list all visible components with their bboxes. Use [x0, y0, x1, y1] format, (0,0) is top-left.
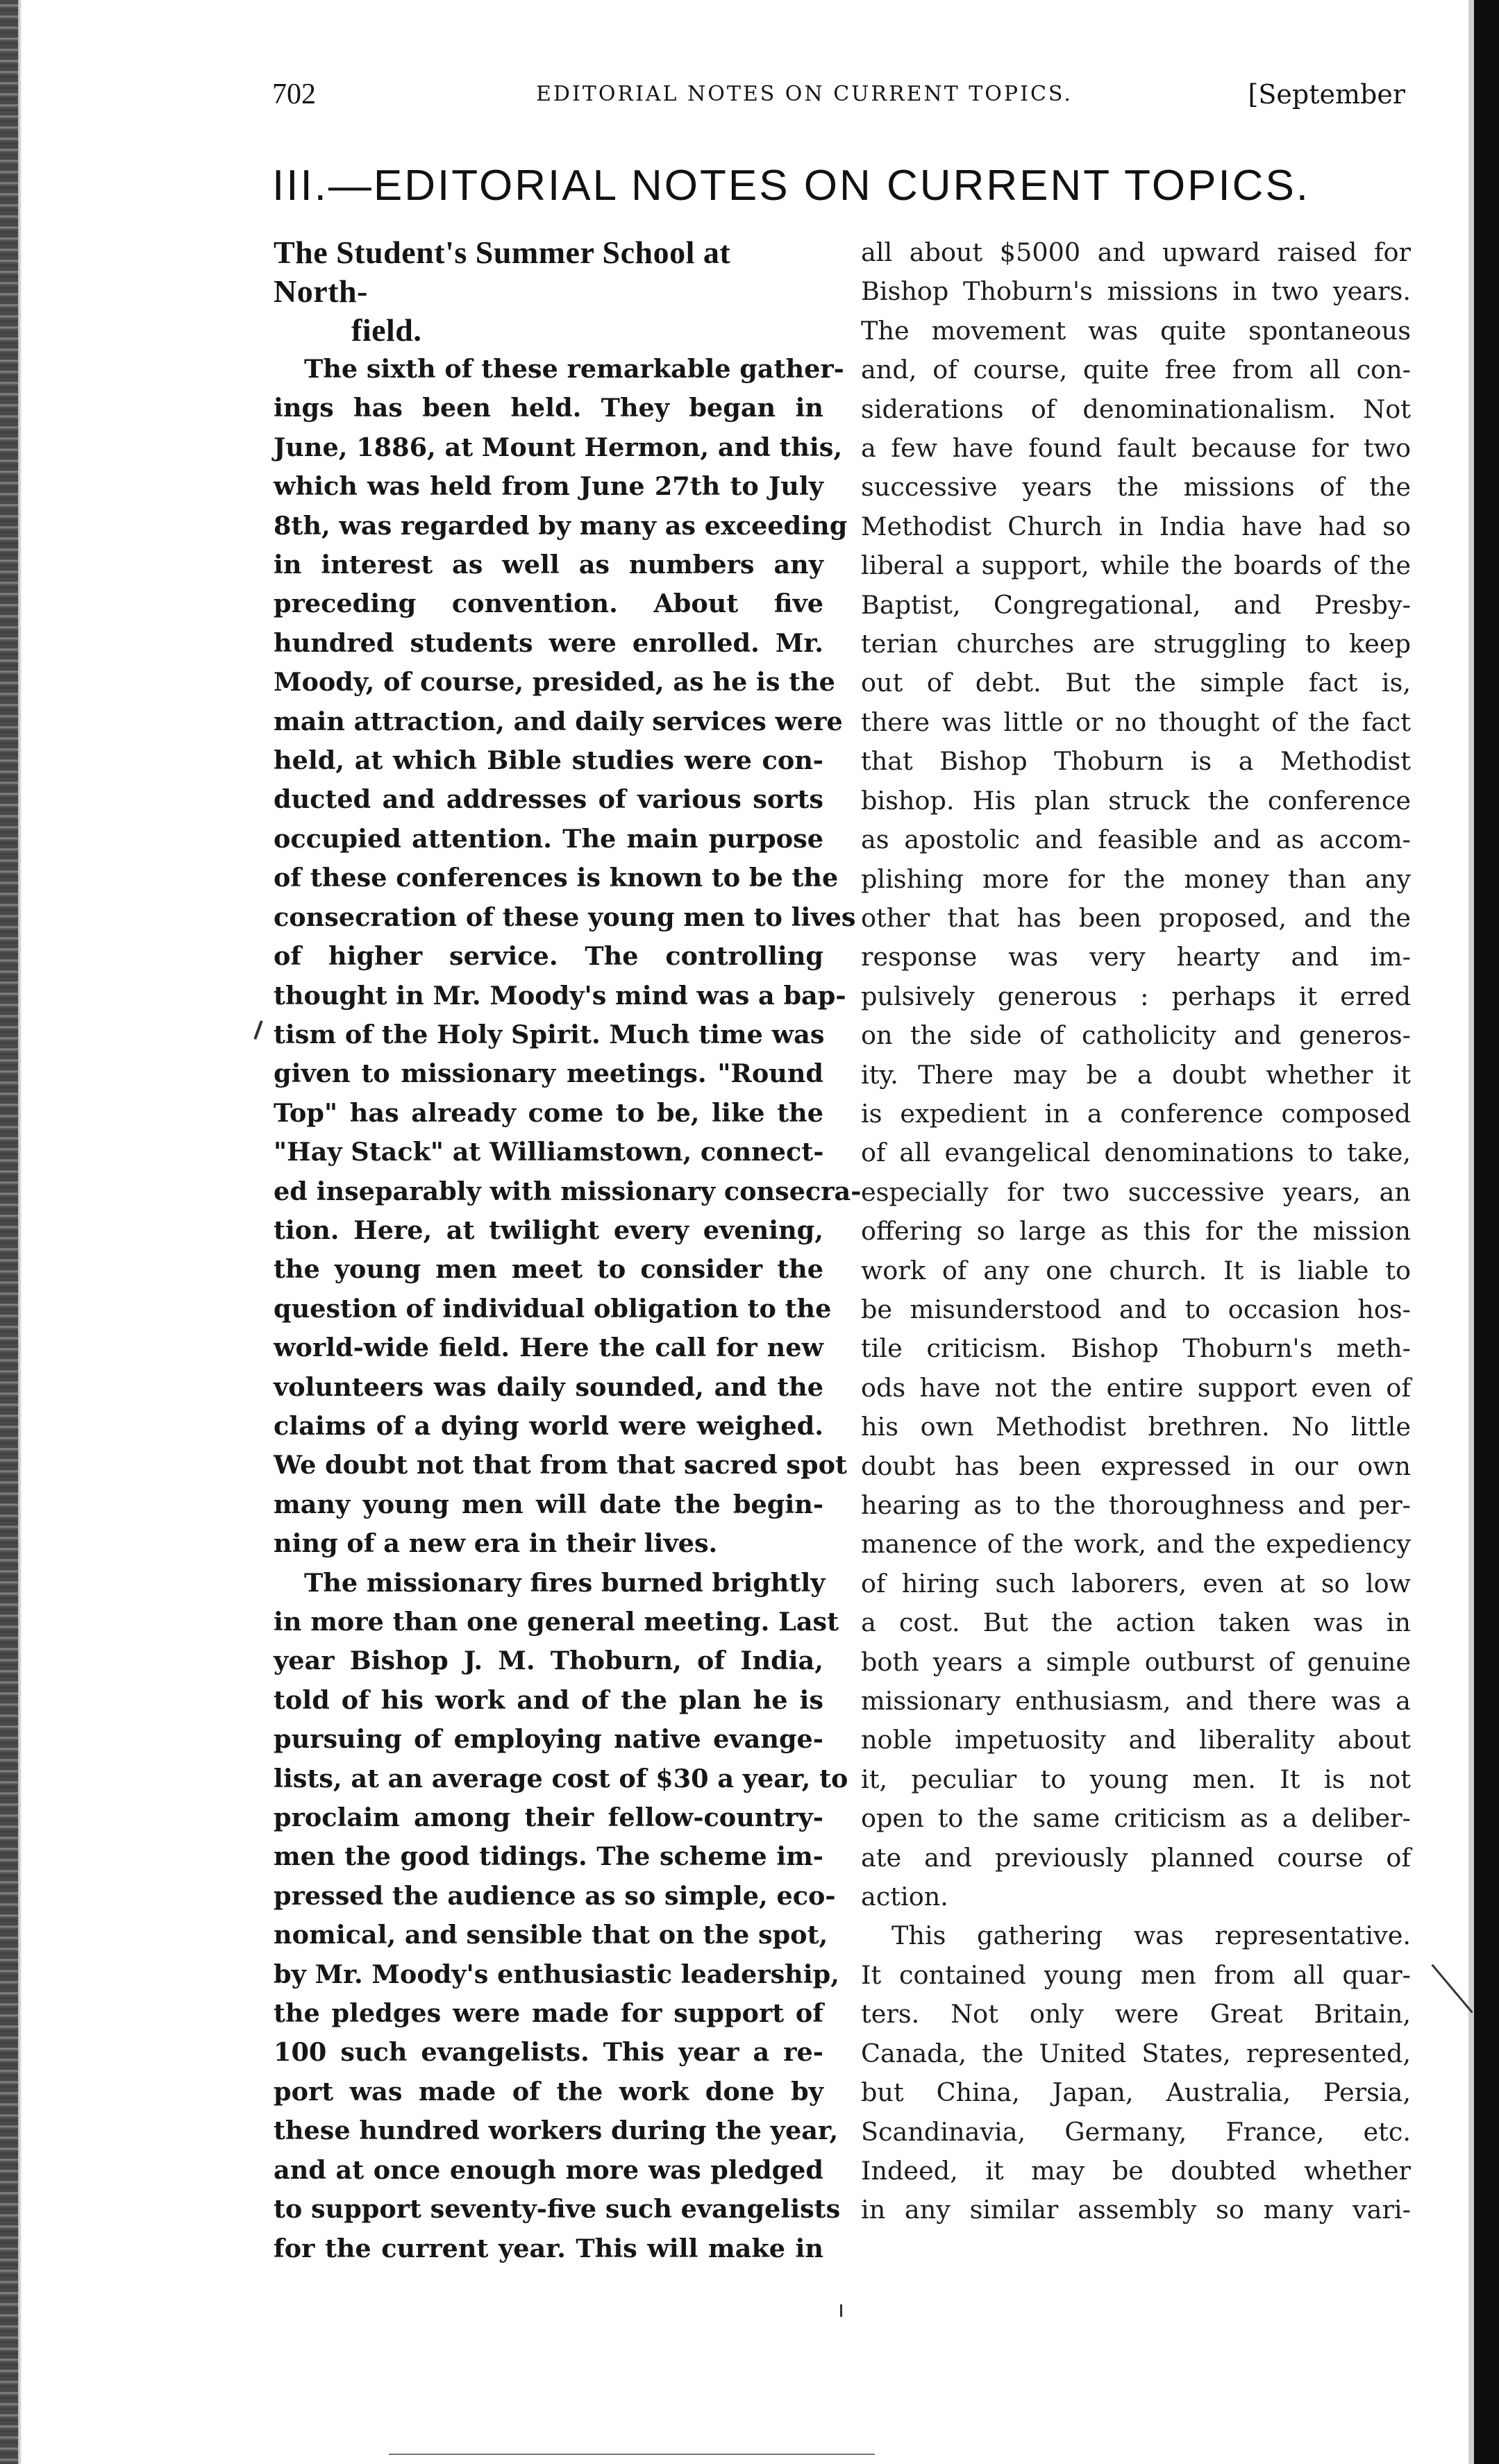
left-column: [274, 233, 862, 2268]
text-line: claims of a dying world were weighed.: [274, 1410, 823, 1441]
section-heading-line: The Student's Summer School at North-: [274, 235, 731, 309]
text-line: other that has been proposed, and the: [861, 902, 1411, 933]
section-heading-line: field.: [351, 312, 422, 348]
text-line: given to missionary meetings. "Round: [274, 1058, 823, 1089]
text-line: in interest as well as numbers any: [274, 550, 823, 580]
text-line: It contained young men from all quar-: [861, 1959, 1411, 1990]
text-line: out of debt. But the simple fact is,: [861, 668, 1411, 698]
scan-mark: [840, 2304, 842, 2317]
scan-mark: [389, 2454, 875, 2455]
text-line: that Bishop Thoburn is a Methodist: [861, 746, 1411, 777]
page-title: III.—EDITORIAL NOTES ON CURRENT TOPICS.: [272, 162, 1311, 210]
text-line: all about $5000 and upward raised for: [861, 237, 1411, 267]
text-line: pressed the audience as so simple, eco-: [274, 1880, 836, 1911]
text-line: The sixth of these remarkable gather-: [304, 354, 844, 384]
text-line: "Hay Stack" at Williamstown, connect-: [274, 1137, 824, 1167]
text-line: be misunderstood and to occasion hos-: [861, 1294, 1411, 1324]
paragraph: [861, 1916, 1411, 2229]
text-line: question of individual obligation to the: [274, 1293, 832, 1324]
text-line: terian churches are struggling to keep: [861, 629, 1411, 659]
text-line: pulsively generous : perhaps it erred: [861, 981, 1411, 1011]
text-line: doubt has been expressed in our own: [861, 1451, 1411, 1481]
text-line: consecration of these young men to lives: [274, 902, 856, 932]
text-line: there was little or no thought of the fact: [861, 707, 1411, 737]
text-line: Moody, of course, presided, as he is the: [274, 667, 835, 698]
section-heading: [274, 233, 823, 350]
paragraph: [274, 350, 862, 1564]
text-line: volunteers was daily sounded, and the: [274, 1372, 823, 1402]
text-line: these hundred workers during the year,: [274, 2116, 839, 2146]
text-line: ed inseparably with missionary consecra-: [274, 1176, 862, 1206]
right-column: [861, 233, 1411, 2230]
text-line: tism of the Holy Spirit. Much time was: [274, 1019, 825, 1049]
text-line: Methodist Church in India have had so: [861, 511, 1411, 541]
text-line: ate and previously planned course of: [861, 1842, 1411, 1873]
text-line: hearing as to the thoroughness and per-: [861, 1490, 1411, 1520]
text-line: liberal a support, while the boards of the: [861, 550, 1411, 581]
binding-edge: [0, 0, 18, 2464]
text-line: This gathering was representative.: [891, 1921, 1411, 1951]
text-line: action.: [861, 1882, 948, 1912]
text-line: Baptist, Congregational, and Presby-: [861, 589, 1411, 620]
text-line: of these conferences is known to be the: [274, 863, 839, 893]
text-line: noble impetuosity and liberality about: [861, 1725, 1411, 1755]
text-line: We doubt not that from that sacred spot: [274, 1450, 847, 1480]
paragraph: [274, 1564, 848, 2268]
text-line: hundred students were enrolled. Mr.: [274, 627, 823, 658]
text-line: tion. Here, at twilight every evening,: [274, 1215, 823, 1245]
text-line: Canada, the United States, represented,: [861, 2038, 1411, 2068]
text-line: tile criticism. Bishop Thoburn's meth-: [861, 1333, 1411, 1364]
text-line: world-wide field. Here the call for new: [274, 1333, 823, 1363]
text-line: and at once enough more was pledged: [274, 2154, 823, 2185]
scan-mark: [253, 1020, 262, 1040]
paragraph: [861, 233, 1411, 1916]
text-line: ings has been held. They began in: [274, 393, 823, 423]
text-line: in more than one general meeting. Last: [274, 1607, 839, 1637]
text-line: open to the same criticism as a deliber-: [861, 1803, 1411, 1834]
text-line: of hiring such laborers, even at so low: [861, 1568, 1411, 1598]
text-line: ning of a new era in their lives.: [274, 1528, 718, 1559]
text-line: ods have not the entire support even of: [861, 1372, 1411, 1403]
text-line: a cost. But the action taken was in: [861, 1607, 1411, 1638]
text-line: in any similar assembly so many vari-: [861, 2195, 1411, 2225]
text-line: offering so large as this for the mission: [861, 1216, 1411, 1247]
text-line: many young men will date the begin-: [274, 1489, 823, 1519]
scan-mark: [1431, 1964, 1473, 2014]
text-line: ity. There may be a doubt whether it: [861, 1059, 1411, 1090]
text-line: the pledges were made for support of: [274, 1998, 823, 2029]
text-line: proclaim among their fellow-country-: [274, 1803, 823, 1833]
text-line: bishop. His plan struck the conference: [861, 785, 1411, 816]
text-line: is expedient in a conference composed: [861, 1098, 1411, 1129]
text-line: siderations of denominationalism. Not: [861, 394, 1411, 424]
text-line: Scandinavia, Germany, France, etc.: [861, 2116, 1411, 2147]
text-line: men the good tidings. The scheme im-: [274, 1841, 823, 1872]
text-line: response was very hearty and im-: [861, 942, 1411, 972]
text-line: especially for two successive years, an: [861, 1176, 1411, 1207]
text-line: main attraction, and daily services were: [274, 706, 843, 736]
text-line: ters. Not only were Great Britain,: [861, 1999, 1411, 2030]
text-line: The movement was quite spontaneous: [861, 315, 1411, 346]
text-line: lists, at an average cost of $30 a year, to: [274, 1763, 848, 1794]
text-line: told of his work and of the plan he is: [274, 1685, 823, 1715]
text-line: which was held from June 27th to July: [274, 471, 823, 502]
text-line: missionary enthusiasm, and there was a: [861, 1686, 1411, 1716]
scan-edge-shadow: [1468, 0, 1474, 2464]
text-line: preceding convention. About five: [274, 589, 823, 619]
text-line: Bishop Thoburn's missions in two years.: [861, 276, 1411, 307]
running-title: EDITORIAL NOTES ON CURRENT TOPICS.: [536, 82, 1073, 106]
text-line: held, at which Bible studies were con-: [274, 745, 823, 776]
text-line: it, peculiar to young men. It is not: [861, 1764, 1411, 1794]
text-line: 8th, was regarded by many as exceeding: [274, 510, 848, 541]
text-line: The missionary fires burned brightly: [304, 1567, 826, 1598]
scan-edge-bar: [1474, 0, 1499, 2464]
text-line: June, 1886, at Mount Hermon, and this,: [274, 432, 843, 462]
text-line: a few have found fault because for two: [861, 433, 1411, 464]
running-month: [September: [1248, 79, 1405, 110]
running-head: [272, 78, 1405, 126]
text-line: by Mr. Moody's enthusiastic leadership,: [274, 1959, 839, 1989]
text-line: of higher service. The controlling: [274, 941, 823, 972]
text-line: 100 such evangelists. This year a re-: [274, 2037, 823, 2068]
text-line: plishing more for the money than any: [861, 863, 1411, 894]
text-line: successive years the missions of the: [861, 472, 1411, 503]
text-line: thought in Mr. Moody's mind was a bap-: [274, 980, 846, 1011]
text-line: of all evangelical denominations to take,: [861, 1138, 1411, 1168]
text-line: and, of course, quite free from all con-: [861, 355, 1411, 385]
text-line: year Bishop J. M. Thoburn, of India,: [274, 1646, 823, 1676]
text-line: his own Methodist brethren. No little: [861, 1412, 1411, 1442]
text-line: work of any one church. It is liable to: [861, 1255, 1411, 1285]
text-line: Top" has already come to be, like the: [274, 1097, 823, 1128]
page-number: 702: [272, 78, 316, 110]
text-line: for the current year. This will make in: [274, 2233, 823, 2263]
text-line: but China, Japan, Australia, Persia,: [861, 2077, 1411, 2108]
text-line: manence of the work, and the expediency: [861, 1529, 1411, 1560]
text-line: as apostolic and feasible and as accom-: [861, 825, 1411, 855]
text-line: pursuing of employing native evange-: [274, 1724, 823, 1755]
text-line: Indeed, it may be doubted whether: [861, 2155, 1411, 2186]
text-line: nomical, and sensible that on the spot,: [274, 1920, 828, 1950]
text-line: occupied attention. The main purpose: [274, 823, 823, 854]
text-line: on the side of catholicity and generos-: [861, 1020, 1411, 1051]
text-line: to support seventy-five such evangelists: [274, 2194, 841, 2225]
text-line: ducted and addresses of various sorts: [274, 784, 823, 815]
text-line: the young men meet to consider the: [274, 1254, 823, 1285]
text-line: port was made of the work done by: [274, 2076, 823, 2107]
text-line: both years a simple outburst of genuine: [861, 1646, 1411, 1677]
